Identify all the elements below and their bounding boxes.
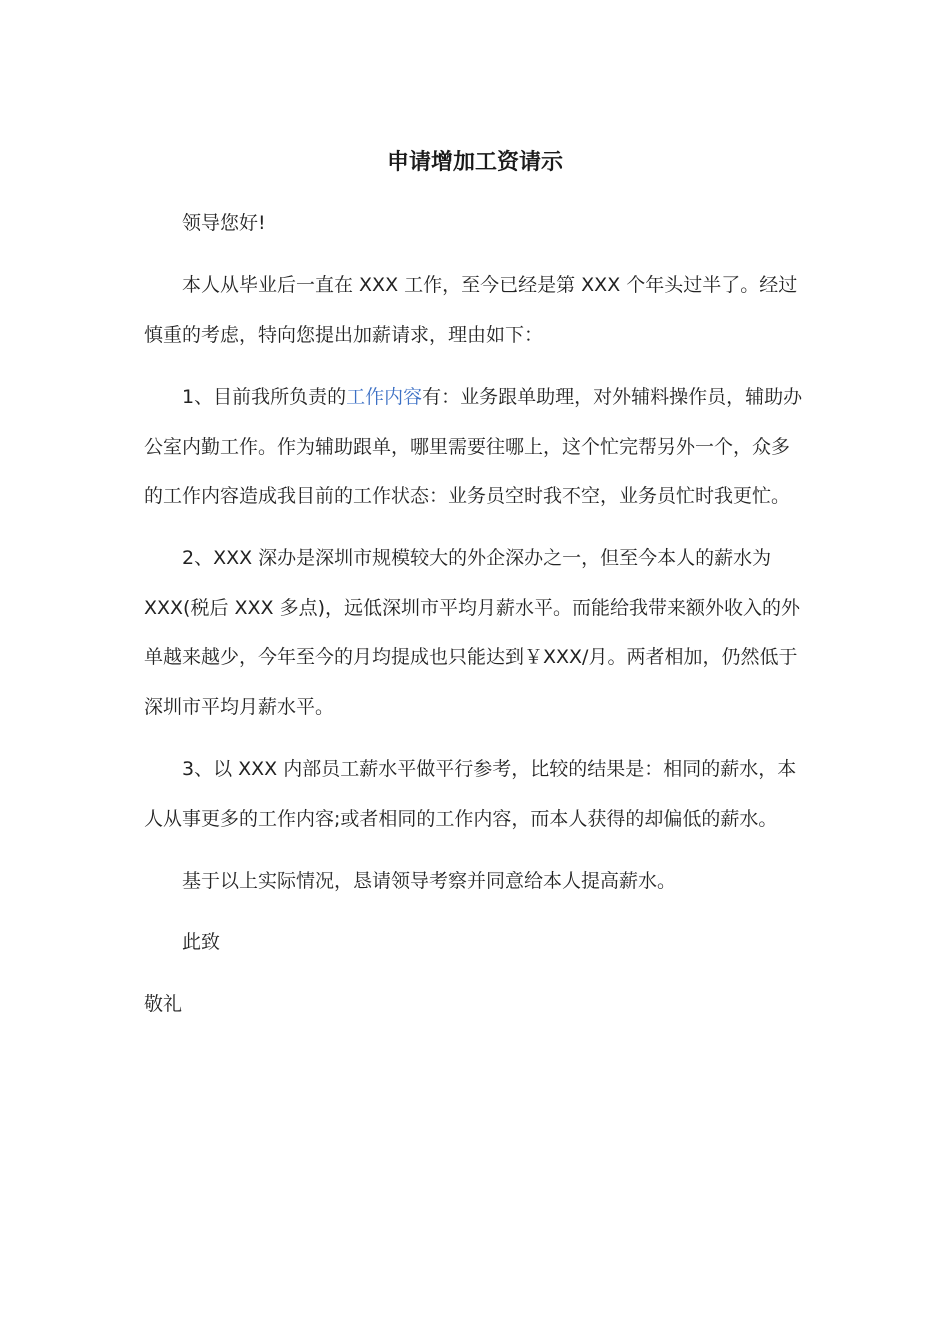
reason-1-line-1 [182,382,802,412]
intro-line-2: 慎重的考虑，特向您提出加薪请求，理由如下： [144,324,544,346]
reason-2-line-3: 单越来越少，今年至今的月均提成也只能达到￥XXX/月。两者相加，仍然低于 [144,646,798,668]
reason-1-line-2: 公室内勤工作。作为辅助跟单，哪里需要往哪上，这个忙完帮另外一个，众多 [144,436,791,458]
document-title: 申请增加工资请示 [386,150,563,175]
reason-3-line-2: 人从事更多的工作内容;或者相同的工作内容，而本人获得的却偏低的薪水。 [144,808,778,830]
request-line: 基于以上实际情况，恳请领导考察并同意给本人提高薪水。 [182,870,677,892]
reason-2-line-2: XXX(税后 XXX 多点)，远低深圳市平均月薪水平。而能给我带来额外收入的外 [144,597,801,619]
reason-3-line-1: 3、以 XXX 内部员工薪水平做平行参考，比较的结果是：相同的薪水，本 [182,758,797,780]
work-content-link[interactable]: 工作内容 [346,386,423,408]
reason-1-prefix: 1、目前我所负责的 [182,386,347,408]
closing-jing-li: 敬礼 [144,993,183,1015]
intro-line-1: 本人从毕业后一直在 XXX 工作，至今已经是第 XXX 个年头过半了。经过 [182,274,798,296]
greeting: 领导您好! [182,212,266,234]
reason-1-line-3: 的工作内容造成我目前的工作状态：业务员空时我不空，业务员忙时我更忙。 [144,485,791,507]
reason-1-suffix: 有：业务跟单助理，对外辅料操作员，辅助办 [422,386,803,408]
closing-ci-zhi: 此致 [182,931,221,953]
reason-2-line-1: 2、XXX 深办是深圳市规模较大的外企深办之一，但至今本人的薪水为 [182,547,772,569]
reason-2-line-4: 深圳市平均月薪水平。 [144,696,335,718]
